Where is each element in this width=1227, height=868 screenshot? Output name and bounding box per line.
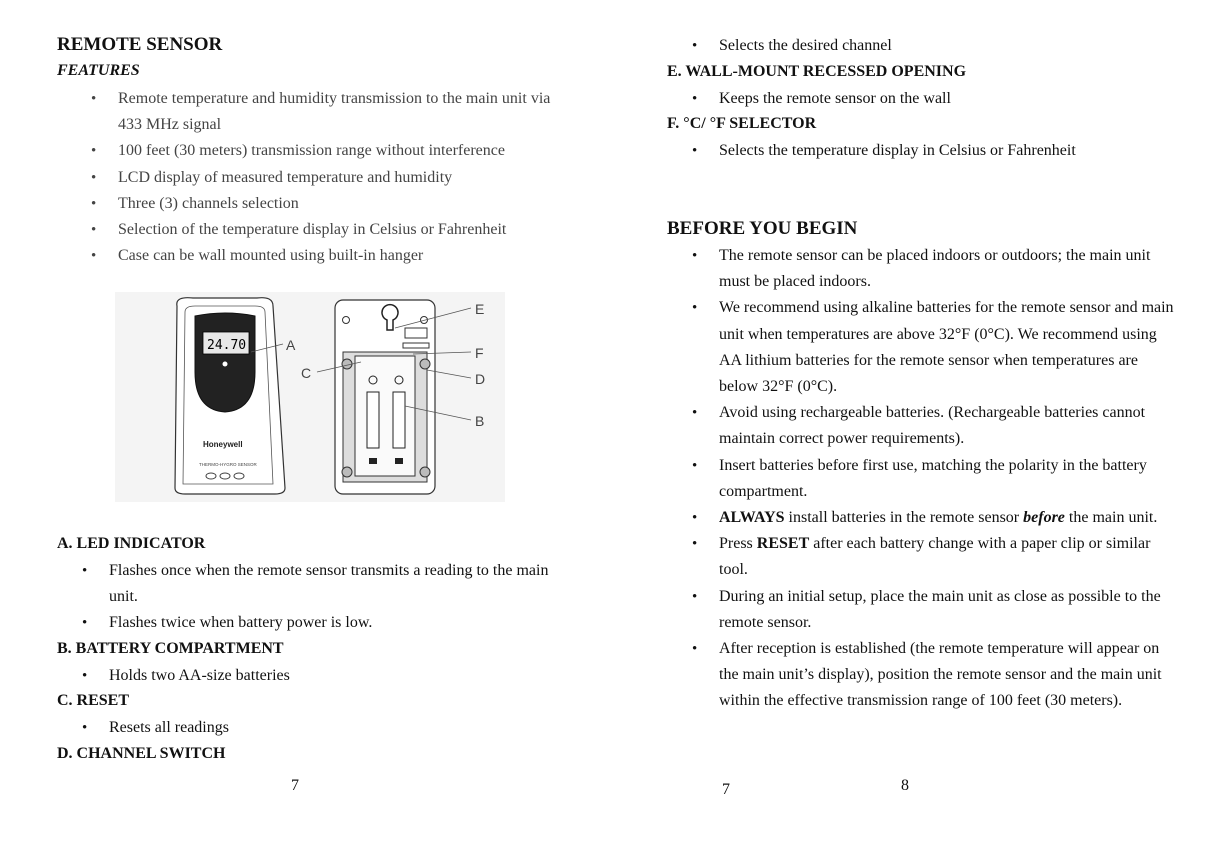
list-item: • We recommend using alkaline batteries for the remote sensor and main unit when temperatures are above 32°F (0°C). We recommend using AA lithium batteries for the remote sensor when temperatures are below 32°F (0°C). <box>719 295 1181 400</box>
sensor-front-illustration <box>175 298 285 494</box>
list-item: • Selects the desired channel <box>719 33 1179 59</box>
reset-bold: RESET <box>756 535 810 553</box>
page-number-right-b: 8 <box>901 777 909 794</box>
lcd-reading: 24.70 <box>207 338 247 353</box>
list-item: • Case can be wall mounted using built-in hanger <box>118 243 558 269</box>
before-bold-italic: before <box>1023 509 1065 527</box>
reset-list <box>109 715 569 741</box>
always-bold: ALWAYS <box>719 509 785 527</box>
remote-sensor-figure <box>115 292 505 502</box>
led-list <box>109 558 569 637</box>
list-item: • ALWAYS install batteries in the remote sensor before the main unit. <box>719 505 1181 531</box>
sensor-back-illustration <box>335 300 435 494</box>
heading-channel-switch: D. CHANNEL SWITCH <box>57 745 226 762</box>
list-item: • 100 feet (30 meters) transmission range without interference <box>118 138 558 164</box>
selector-list <box>719 138 1179 164</box>
list-item: • Flashes once when the remote sensor transmits a reading to the main unit. <box>109 558 569 610</box>
heading-before-you-begin: BEFORE YOU BEGIN <box>667 218 858 239</box>
page-number-left: 7 <box>291 777 299 794</box>
heading-reset: C. RESET <box>57 692 130 709</box>
list-item: • After reception is established (the remote temperature will appear on the main unit’s display), position the remote sensor and the main unit within the effective transmission range of 100 feet (30 meters). <box>719 636 1181 715</box>
callout-b: B <box>475 413 485 429</box>
features-heading: FEATURES <box>57 62 140 79</box>
page-number-right-a: 7 <box>722 781 730 798</box>
heading-led-indicator: A. LED INDICATOR <box>57 535 206 552</box>
list-item: • The remote sensor can be placed indoors or outdoors; the main unit must be placed indoors. <box>719 243 1181 295</box>
list-item: • Press RESET after each battery change with a paper clip or similar tool. <box>719 531 1181 583</box>
features-list <box>118 86 558 269</box>
begin-list <box>719 243 1181 715</box>
callout-e: E <box>475 301 485 317</box>
list-item: • Resets all readings <box>109 715 569 741</box>
battery-list <box>109 663 569 689</box>
list-item: • Keeps the remote sensor on the wall <box>719 86 1179 112</box>
callout-f: F <box>475 345 484 361</box>
list-item: • Holds two AA-size batteries <box>109 663 569 689</box>
wall-mount-list <box>719 86 1179 112</box>
list-item: • Three (3) channels selection <box>118 191 558 217</box>
heading-wall-mount: E. WALL-MOUNT RECESSED OPENING <box>667 63 967 80</box>
list-item: • Selection of the temperature display in Celsius or Fahrenheit <box>118 217 558 243</box>
list-item: • Insert batteries before first use, matching the polarity in the battery compartment. <box>719 453 1181 505</box>
callout-c: C <box>301 365 312 381</box>
heading-battery-compartment: B. BATTERY COMPARTMENT <box>57 640 284 657</box>
list-item: • Flashes twice when battery power is low. <box>109 610 569 636</box>
list-item: • LCD display of measured temperature and humidity <box>118 165 558 191</box>
brand-logo: Honeywell <box>203 440 243 449</box>
channel-list <box>719 33 1179 59</box>
heading-selector: F. °C/ °F SELECTOR <box>667 115 817 132</box>
callout-a: A <box>286 337 296 353</box>
list-item: • Avoid using rechargeable batteries. (Rechargeable batteries cannot maintain correct power requirements). <box>719 400 1181 452</box>
callout-d: D <box>475 371 486 387</box>
list-item: • Selects the temperature display in Celsius or Fahrenheit <box>719 138 1179 164</box>
section-title-remote-sensor: REMOTE SENSOR <box>57 34 223 55</box>
list-item: • Remote temperature and humidity transmission to the main unit via 433 MHz signal <box>118 86 558 138</box>
model-text: THERMO-HYGRO SENSOR <box>199 462 257 467</box>
list-item: • During an initial setup, place the main unit as close as possible to the remote sensor. <box>719 584 1181 636</box>
